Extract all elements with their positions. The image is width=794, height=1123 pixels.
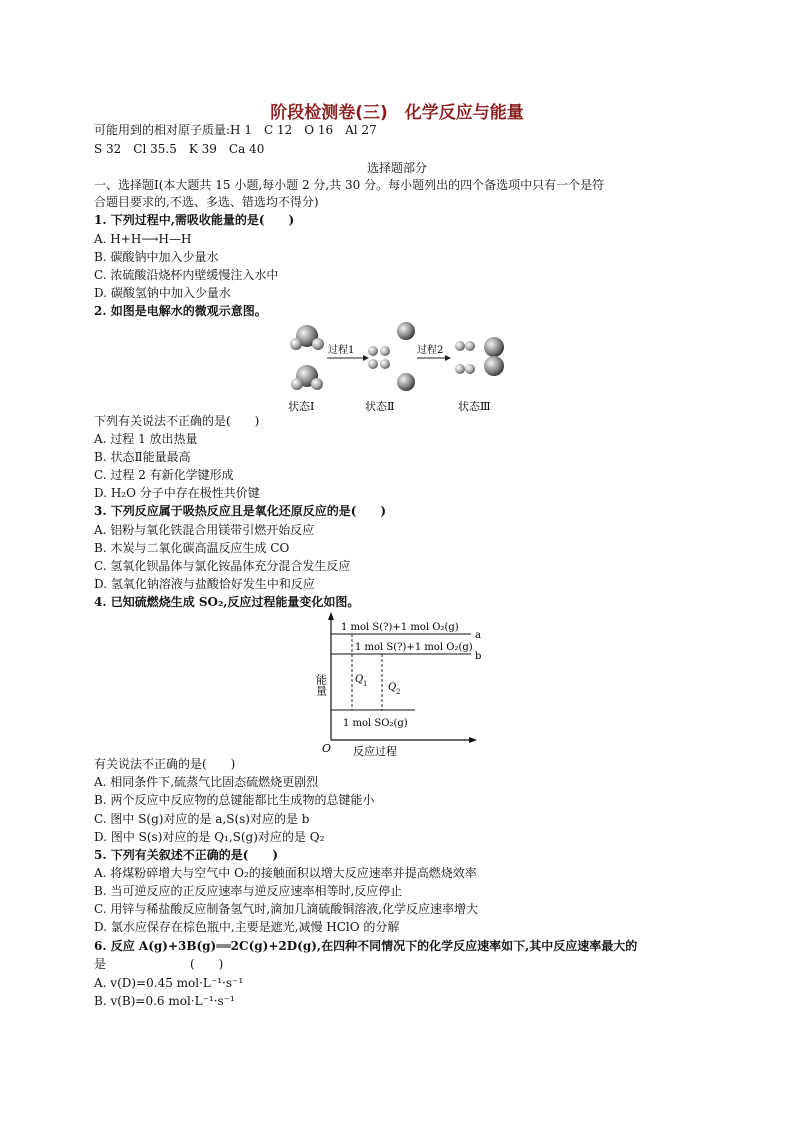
hydrogen-atom — [368, 346, 378, 356]
q4-option-c: C. 图中 S(g)对应的是 a,S(s)对应的是 b — [94, 812, 310, 826]
q5-option-d: D. 氯水应保存在棕色瓶中,主要是遮光,减慢 HClO 的分解 — [94, 920, 400, 934]
q3-option-a: A. 铝粉与氧化铁混合用镁带引燃开始反应 — [94, 523, 315, 537]
state3-label: 状态Ⅲ — [458, 400, 491, 413]
origin-label: O — [322, 742, 332, 755]
q4-option-b: B. 两个反应中反应物的总键能都比生成物的总键能小 — [94, 793, 375, 807]
y-axis-label: 能量 — [314, 674, 328, 696]
q3-option-c: C. 氢氧化钡晶体与氯化铵晶体充分混合发生反应 — [94, 559, 351, 573]
q5-option-b: B. 当可逆反应的正反应速率与逆反应速率相等时,反应停止 — [94, 884, 403, 898]
level-b-label: 1 mol S(?)+1 mol O₂(g) — [355, 642, 473, 653]
state1-label: 状态Ⅰ — [288, 400, 315, 413]
q6-option-a: A. v(D)=0.45 mol·L⁻¹·s⁻¹ — [94, 976, 244, 990]
arrow1-label: 过程1 — [328, 345, 355, 356]
q6-stem: 6. 反应 A(g)+3B(g)══2C(g)+2D(g),在四种不同情况下的化学反应速率如下,其中反应速率最大的 — [94, 939, 638, 953]
q4-option-a: A. 相同条件下,硫蒸气比固态硫燃烧更剧烈 — [94, 775, 319, 789]
q4-option-d: D. 图中 S(s)对应的是 Q₁,S(g)对应的是 Q₂ — [94, 830, 325, 844]
hydrogen-atom — [368, 359, 378, 369]
oxygen-atom — [397, 373, 415, 391]
oxygen-atom — [397, 322, 415, 340]
part-heading: 选择题部分 — [366, 161, 427, 175]
energy-diagram — [305, 612, 490, 760]
q2-option-b: B. 状态Ⅱ能量最高 — [94, 450, 191, 464]
q2-prompt: 下列有关说法不正确的是( ) — [94, 414, 260, 428]
product-level-label: 1 mol SO₂(g) — [343, 718, 408, 729]
q1-option-b: B. 碳酸钠中加入少量水 — [94, 250, 219, 264]
q1-label: Q — [355, 674, 364, 685]
hydrogen-atom — [380, 346, 390, 356]
q3-stem: 3. 下列反应属于吸热反应且是氧化还原反应的是( ) — [94, 504, 387, 518]
q3-option-d: D. 氢氧化钠溶液与盐酸恰好发生中和反应 — [94, 577, 315, 591]
q1-option-a: A. H+H⟶H—H — [94, 232, 192, 246]
curve-b-label: b — [475, 651, 482, 662]
q5-option-c: C. 用锌与稀盐酸反应制备氢气时,滴加几滴硫酸铜溶液,化学反应速率增大 — [94, 902, 479, 916]
q2-option-a: A. 过程 1 放出热量 — [94, 432, 198, 446]
water-electrolysis-figure — [285, 318, 515, 418]
hydrogen-atom — [380, 359, 390, 369]
x-axis-label: 反应过程 — [353, 745, 397, 758]
q2-label: Q — [388, 682, 397, 693]
masses-line-1: 可能用到的相对原子质量:H 1 C 12 O 16 Al 27 — [94, 123, 377, 137]
q5-option-a: A. 将煤粉碎增大与空气中 O₂的接触面积以增大反应速率并提高燃烧效率 — [94, 866, 477, 880]
q5-stem: 5. 下列有关叙述不正确的是( ) — [94, 848, 279, 862]
q1-option-c: C. 浓硫酸沿烧杯内壁缓慢注入水中 — [94, 268, 279, 282]
q4-prompt: 有关说法不正确的是( ) — [94, 757, 236, 771]
water-molecule-bottom — [291, 365, 323, 390]
section-intro-2: 合题目要求的,不选、多选、错选均不得分) — [94, 195, 319, 209]
q1-option-d: D. 碳酸氢钠中加入少量水 — [94, 286, 231, 300]
q6-option-b: B. v(B)=0.6 mol·L⁻¹·s⁻¹ — [94, 994, 235, 1008]
curve-a-label: a — [475, 630, 481, 641]
q2-option-c: C. 过程 2 有新化学键形成 — [94, 468, 234, 482]
q2-option-d: D. H₂O 分子中存在极性共价键 — [94, 486, 260, 500]
arrow2-label: 过程2 — [417, 345, 444, 356]
q1-subscript: 1 — [363, 680, 368, 688]
hydrogen-molecules — [455, 341, 475, 374]
masses-line-2: S 32 Cl 35.5 K 39 Ca 40 — [94, 142, 265, 156]
q1-stem: 1. 下列过程中,需吸收能量的是( ) — [94, 213, 295, 227]
q2-subscript: 2 — [396, 688, 401, 696]
level-a-label: 1 mol S(?)+1 mol O₂(g) — [341, 622, 459, 633]
q4-stem: 4. 已知硫燃烧生成 SO₂,反应过程能量变化如图。 — [94, 595, 360, 609]
oxygen-molecule — [484, 337, 504, 376]
state2-label: 状态Ⅱ — [365, 400, 395, 413]
q6-stem-cont: 是 ( ) — [94, 957, 224, 971]
water-molecule-top — [290, 325, 324, 350]
q3-option-b: B. 木炭与二氧化碳高温反应生成 CO — [94, 541, 290, 555]
section-intro-1: 一、选择题Ⅰ(本大题共 15 小题,每小题 2 分,共 30 分。每小题列出的四个备选项中只有一个是符 — [94, 178, 605, 192]
page-title: 阶段检测卷(三) 化学反应与能量 — [270, 103, 524, 123]
q2-stem: 2. 如图是电解水的微观示意图。 — [94, 304, 267, 318]
